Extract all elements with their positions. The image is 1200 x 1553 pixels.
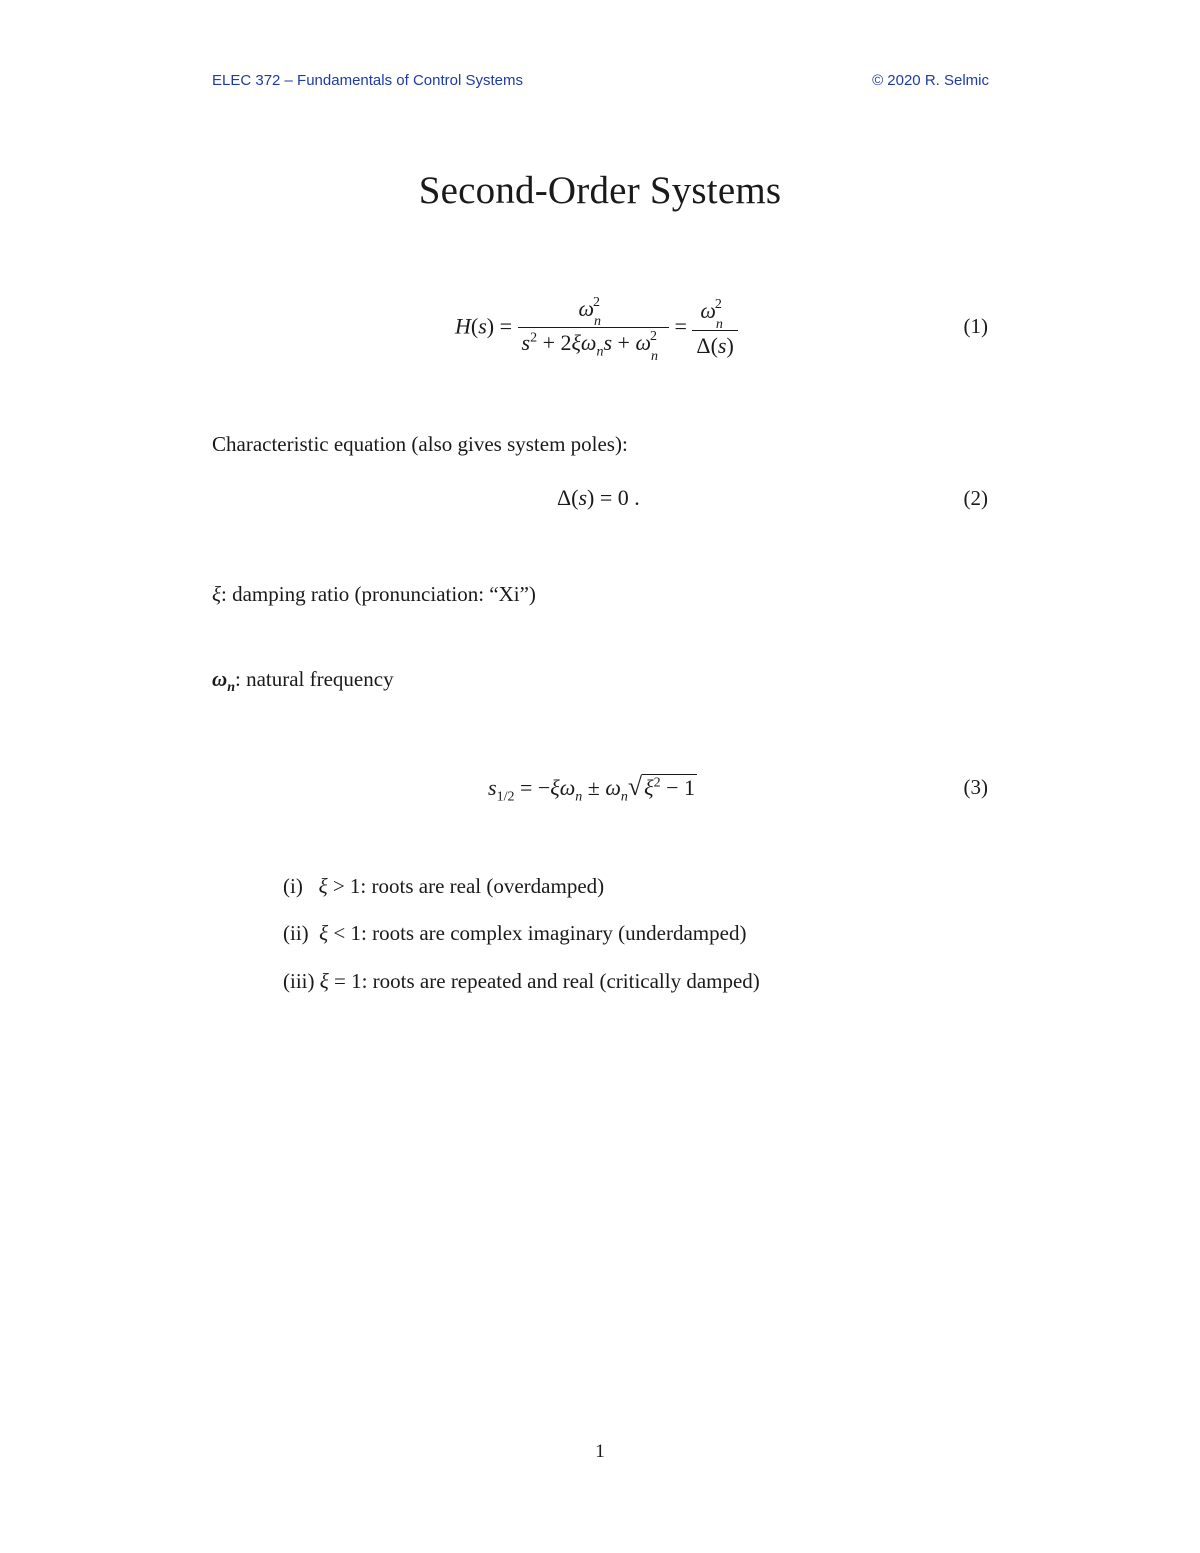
- case-condition: > 1: [332, 874, 361, 898]
- case-condition: < 1: [333, 921, 361, 945]
- equation-number-3: (3): [963, 775, 988, 799]
- fraction-delta: $\frac{\omega_n^2}{\Delta(s)}$: [692, 298, 737, 358]
- page-number: 1: [595, 1441, 605, 1462]
- fraction-main: $\frac{\omega_n^2}{s^2 + 2\xi\omega_ns + \omega_n^2}$: [518, 296, 669, 361]
- case-description: : roots are complex imaginary (underdamped): [361, 921, 747, 945]
- case-description: : roots are repeated and real (critically damped): [361, 969, 760, 993]
- case-description: : roots are real (overdamped): [360, 874, 605, 898]
- xi-symbol: ξ: [212, 582, 221, 606]
- page-title: Second-Order Systems: [418, 169, 782, 212]
- case-critically-damped: (iii) ξ = 1: roots are repeated and real (critically damped): [283, 969, 760, 993]
- equation-transfer-function: H(s) = $\frac{\omega_n^2}{s^2 + 2\xi\omega_ns + \omega_n^2}$ = $\frac{\omega_n^2}{\Delta(s)}$: [455, 296, 738, 361]
- header-course-title: ELEC 372 – Fundamentals of Control Systems: [212, 72, 523, 89]
- equation-number-1: (1): [963, 314, 988, 338]
- omega-symbol: $\omega_n$: [212, 667, 235, 696]
- case-label: (i): [283, 874, 303, 898]
- case-label: (ii): [283, 921, 309, 945]
- xi-definition-text: : damping ratio (pronunciation: “Xi”): [221, 582, 536, 606]
- equation-number-2: (2): [963, 486, 988, 510]
- omega-definition: [212, 667, 394, 696]
- equation-characteristic: Δ(s) = 0 .: [557, 485, 640, 510]
- header-copyright: © 2020 R. Selmic: [872, 72, 989, 89]
- case-label: (iii): [283, 969, 315, 993]
- xi-definition: [212, 582, 536, 607]
- equation-roots: $s_{1/2} = -\xi\omega_n \pm \omega_n√\xi^2 - 1$: [488, 772, 695, 805]
- characteristic-equation-label: Characteristic equation (also gives system poles):: [212, 432, 628, 456]
- case-condition: = 1: [334, 969, 362, 993]
- case-overdamped: (i) ξ > 1: roots are real (overdamped): [283, 874, 605, 898]
- omega-definition-text: : natural frequency: [234, 667, 394, 691]
- case-underdamped: (ii) ξ < 1: roots are complex imaginary (underdamped): [283, 921, 747, 945]
